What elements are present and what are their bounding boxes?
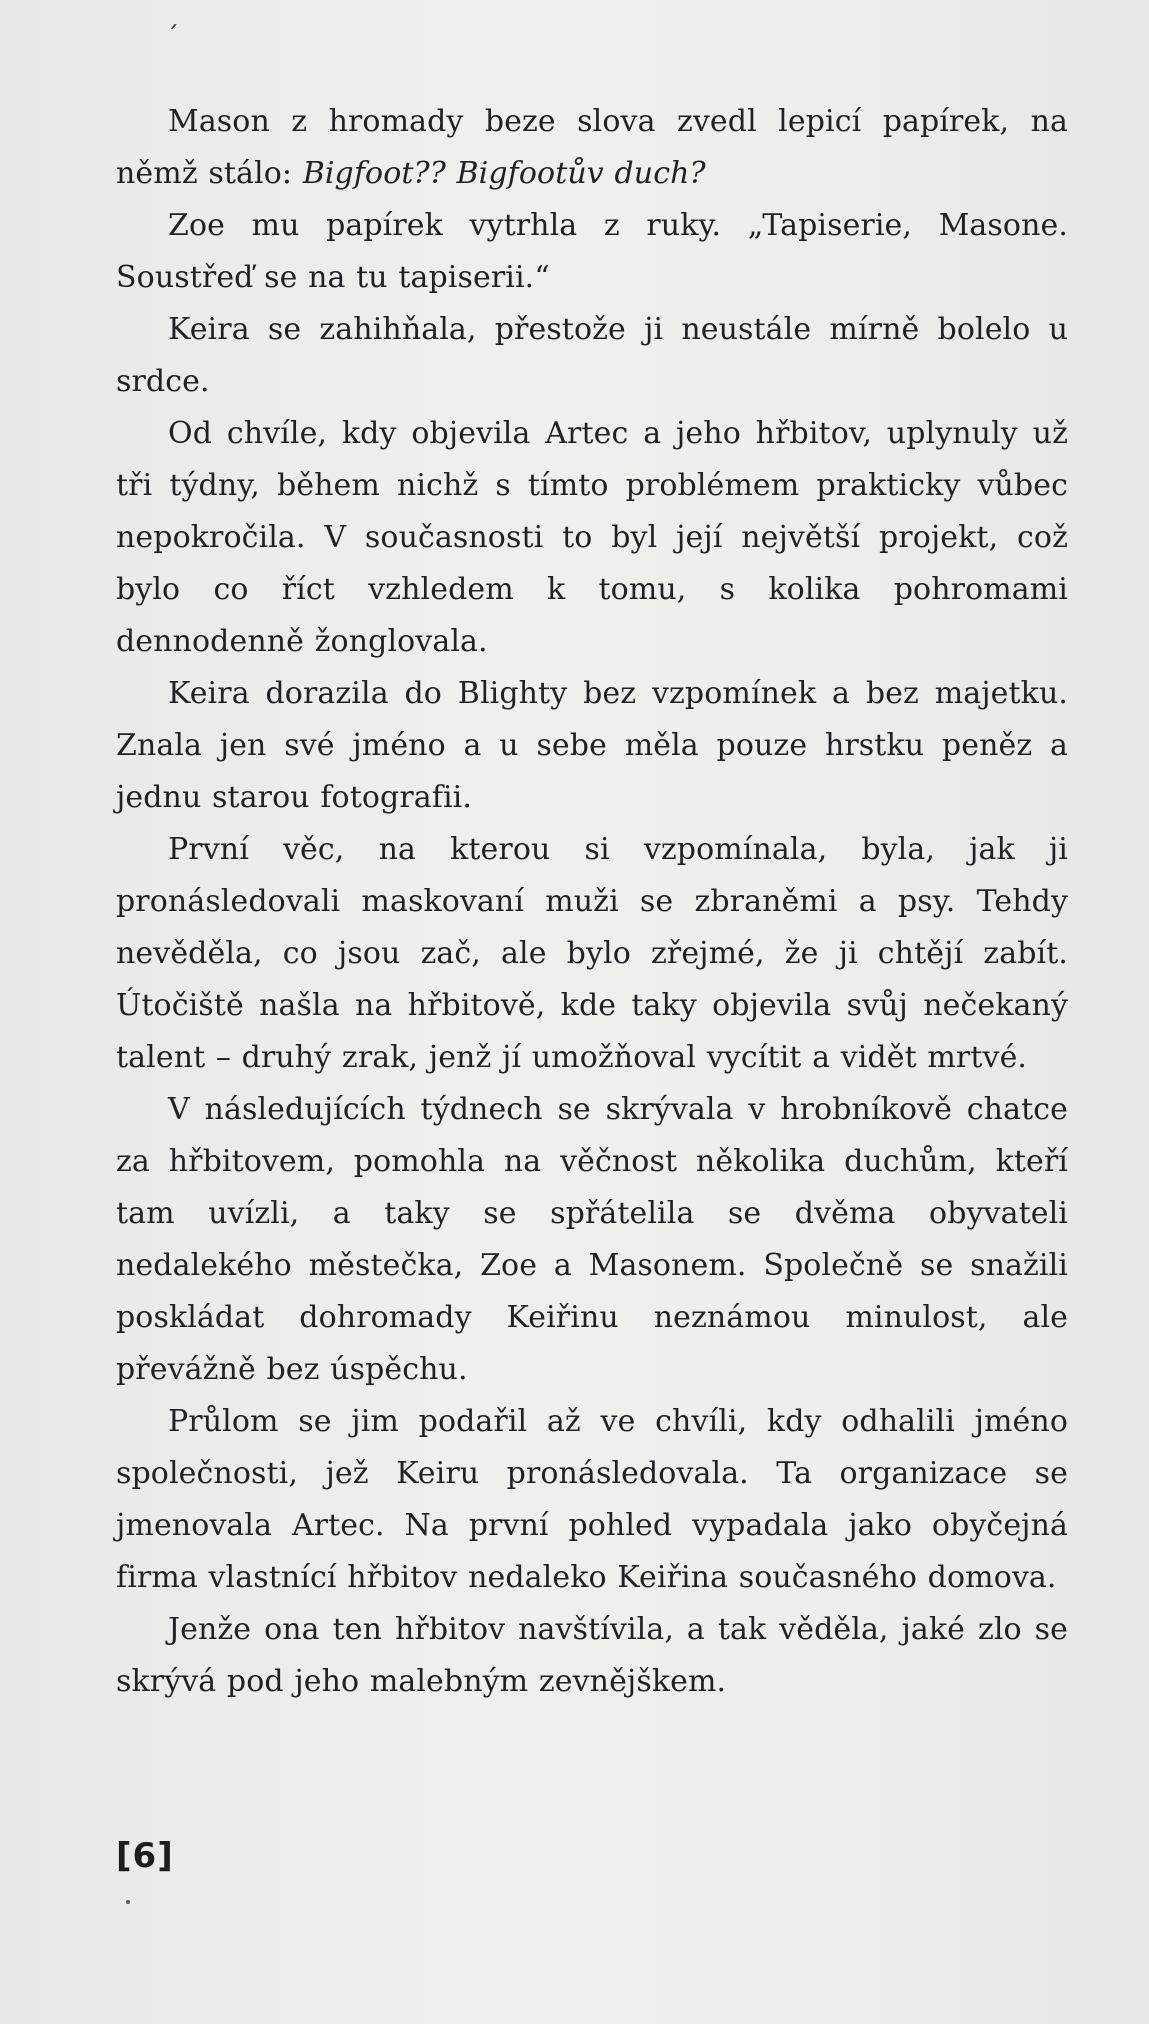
paragraph [116,200,1068,304]
paragraph-text: Od chvíle, kdy objevila Artec a jeho hřbitov, uplynuly už tři týdny, během nichž s tímto problémem prakticky vůbec nepokročila. V současnosti to byl její největší projekt, což bylo co říct vzhledem k tomu, s kolika pohromami dennodenně žonglovala. [116,416,1068,659]
paragraph-text: První věc, na kterou si vzpomínala, byla, jak ji pronásledovali maskovaní muži se zbraněmi a psy. Tehdy nevěděla, co jsou zač, ale bylo zřejmé, že ji chtějí zabít. Útočiště našla na hřbitově, kde taky objevila svůj nečekaný talent – druhý zrak, jenž jí umožňoval vycítit a vidět mrtvé. [116,832,1068,1075]
body-text [116,96,1068,1708]
paragraph [116,1084,1068,1396]
paragraph [116,1604,1068,1708]
paragraph-text: Keira dorazila do Blighty bez vzpomínek a bez majetku. Znala jen své jméno a u sebe měla pouze hrstku peněz a jednu starou fotografii. [116,676,1068,815]
italic-text: Bigfoot?? Bigfootův duch? [302,156,706,191]
paragraph [116,668,1068,824]
paragraph-text: Průlom se jim podařil až ve chvíli, kdy odhalili jméno společnosti, jež Keiru pronásledovala. Ta organizace se jmenovala Artec. Na první pohled vypadala jako obyčejná firma vlastnící hřbitov nedaleko Keiřina současného domova. [116,1404,1068,1595]
paragraph [116,408,1068,668]
stray-mark: ´ [166,22,179,52]
paragraph-text: Jenže ona ten hřbitov navštívila, a tak věděla, jaké zlo se skrývá pod jeho malebným zevnějškem. [116,1612,1068,1699]
paragraph [116,304,1068,408]
paragraph-text: Mason z hromady beze slova zvedl lepicí papírek, na němž stálo: [116,104,1068,191]
paragraph [116,824,1068,1084]
dot-mark [126,1900,130,1904]
paragraph-text: Zoe mu papírek vytrhla z ruky. „Tapiserie, Masone. Soustřeď se na tu tapiserii.“ [116,208,1068,295]
paragraph [116,1396,1068,1604]
page-number: [6] [116,1836,174,1876]
paragraph [116,96,1068,200]
paragraph-text: V následujících týdnech se skrývala v hrobníkově chatce za hřbitovem, pomohla na věčnost několika duchům, kteří tam uvízli, a taky se spřátelila se dvěma obyvateli nedalekého městečka, Zoe a Masonem. Společně se snažili poskládat dohromady Keiřinu neznámou minulost, ale převážně bez úspěchu. [116,1092,1068,1387]
paragraph-text: Keira se zahihňala, přestože ji neustále mírně bolelo u srdce. [116,312,1068,399]
